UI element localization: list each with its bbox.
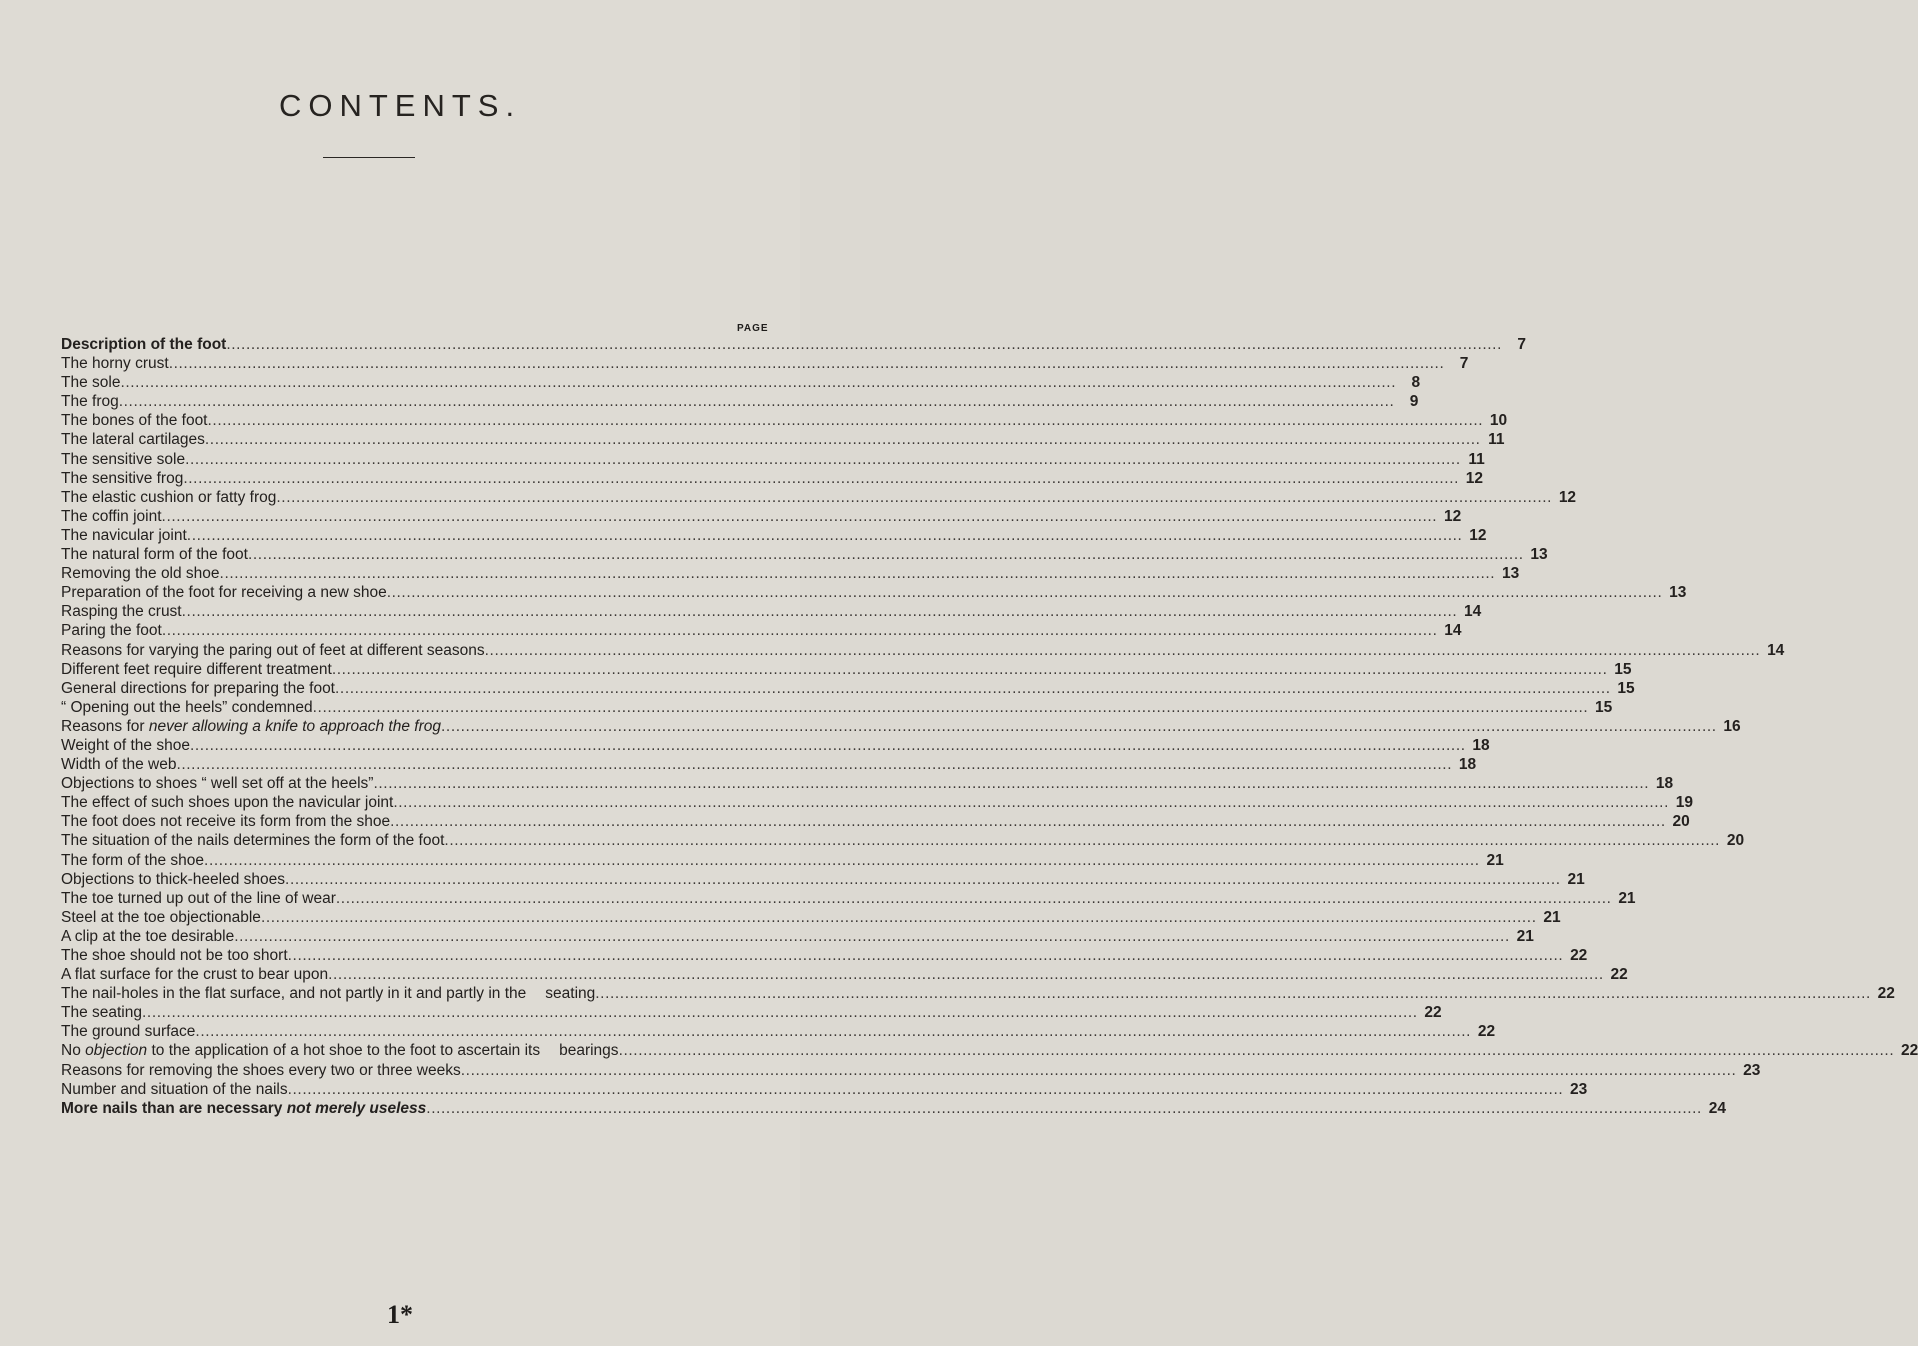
toc-page-number: 21 [1486, 851, 1504, 869]
toc-entry-title [61, 698, 313, 717]
toc-entry-title [61, 1061, 461, 1080]
toc-page-number: 12 [1443, 507, 1462, 525]
toc-entry-title [61, 851, 204, 870]
leader-dots: .................................................................................................................................................................................................................................................................... [219, 565, 1496, 583]
toc-entry-title [61, 870, 285, 889]
leader-dots: .................................................................................................................................................................................................................................................................... [285, 870, 1561, 888]
toc-entry [61, 1022, 1496, 1041]
toc-entry-title [61, 602, 182, 621]
toc-page-number: 18 [1458, 756, 1477, 774]
toc-entry [61, 354, 1469, 373]
toc-entry-title [61, 488, 276, 507]
toc-entry-text: Objections to thick-heeled shoes [61, 870, 286, 888]
leader-dots: .................................................................................................................................................................................................................................................................... [183, 469, 1460, 487]
toc-entry-text: The ground surface [61, 1023, 196, 1041]
toc-entry [61, 564, 1520, 583]
toc-entry-text: The bones of the foot [61, 412, 208, 430]
toc-page-number: 21 [1618, 889, 1636, 907]
leader-dots: .................................................................................................................................................................................................................................................................... [426, 1099, 1702, 1117]
toc-page-number: 7 [1459, 355, 1469, 373]
toc-entry-title [61, 354, 169, 373]
leader-dots: .................................................................................................................................................................................................................................................................... [328, 966, 1604, 984]
toc-entry [61, 717, 1741, 736]
toc-page-number: 14 [1767, 641, 1785, 659]
toc-entry [61, 411, 1508, 430]
toc-page-number: 11 [1488, 431, 1505, 449]
leader-dots: .................................................................................................................................................................................................................................................................... [204, 851, 1480, 869]
toc-page-number: 12 [1469, 526, 1487, 544]
toc-entry-title [61, 717, 441, 736]
toc-entry-text: The elastic cushion or fatty frog [61, 488, 277, 506]
toc-entry-line2 [540, 1041, 1918, 1060]
toc-entry-title [61, 1022, 195, 1041]
toc-page-number: 24 [1708, 1099, 1726, 1117]
toc-entry-line1 [61, 984, 526, 1003]
toc-entry [61, 1099, 1726, 1118]
toc-page-number: 13 [1530, 546, 1548, 564]
toc-entry-text: Objections to shoes “ well set off at the heels” [61, 775, 374, 793]
toc-page-number: 12 [1465, 469, 1484, 487]
toc-page-number: 22 [1477, 1023, 1496, 1041]
toc-page-number: 22 [1900, 1042, 1918, 1060]
toc-page-number: 18 [1655, 775, 1674, 793]
toc-entry-text: Removing the old shoe [61, 565, 220, 583]
toc-entry-title [61, 774, 373, 793]
leader-dots: .................................................................................................................................................................................................................................................................... [189, 736, 1466, 754]
toc-page-number: 9 [1409, 393, 1419, 411]
toc-entry [61, 450, 1485, 469]
toc-entry-text: Number and situation of the nails [61, 1080, 288, 1098]
toc-entry [61, 469, 1484, 488]
toc-entry-text: Different feet require different treatment [61, 660, 332, 678]
toc-entry-title [61, 526, 187, 545]
toc-entry [61, 851, 1504, 870]
leader-dots: .................................................................................................................................................................................................................................................................... [373, 775, 1650, 793]
toc-entry [61, 984, 1895, 1003]
toc-entry-title [61, 736, 190, 755]
toc-entry-title [61, 450, 185, 469]
toc-entry-text: The shoe should not be too short [61, 947, 288, 964]
toc-entry [61, 335, 1526, 354]
leader-dots: .................................................................................................................................................................................................................................................................... [331, 660, 1608, 678]
toc-page-number: 7 [1517, 336, 1526, 353]
toc-entry-text: seating [545, 985, 596, 1003]
toc-entry [61, 602, 1482, 621]
leader-dots: .................................................................................................................................................................................................................................................................... [226, 336, 1502, 353]
toc-entry-text: Reasons for varying the paring out of feet at different seasons [61, 641, 485, 659]
toc-entry-text: The nail-holes in the flat surface, and not partly in it and partly in the [61, 985, 527, 1003]
leader-dots: .................................................................................................................................................................................................................................................................... [390, 813, 1666, 831]
toc-page-number: 10 [1489, 412, 1508, 430]
toc-entry [61, 812, 1690, 831]
toc-entry-title [61, 564, 220, 583]
toc-entry-title [61, 411, 208, 430]
toc-page-number: 16 [1723, 717, 1741, 735]
toc-entry-text: Weight of the shoe [61, 736, 190, 754]
toc-entry [61, 870, 1585, 889]
toc-entry-text: A clip at the toe desirable [61, 927, 235, 945]
toc-page-number: 20 [1672, 813, 1690, 831]
toc-entry-text: Paring the foot [61, 622, 162, 640]
toc-entry-text: Description of the foot [61, 336, 227, 353]
title-rule [323, 157, 415, 158]
toc-entry-line1 [61, 1041, 540, 1060]
leader-dots: .................................................................................................................................................................................................................................................................... [181, 603, 1458, 621]
toc-entry-title [61, 812, 390, 831]
leader-dots: .................................................................................................................................................................................................................................................................... [142, 1004, 1418, 1022]
toc-entry-title [61, 507, 162, 526]
toc-entry-title [61, 392, 119, 411]
toc-entry-title [61, 545, 248, 564]
toc-entry [61, 1080, 1588, 1099]
toc-entry [61, 430, 1505, 449]
toc-entry-text: A flat surface for the crust to bear upon [61, 966, 329, 984]
toc-entry-title [61, 889, 336, 908]
leader-dots: .................................................................................................................................................................................................................................................................... [161, 622, 1438, 640]
toc-entry-title [61, 641, 485, 660]
toc-entry [61, 908, 1561, 927]
toc-entry-title [61, 1099, 426, 1118]
toc-entry-text: The lateral cartilages [61, 431, 205, 449]
toc-entry-text: The form of the shoe [61, 851, 205, 869]
toc-entry [61, 641, 1785, 660]
toc-entry-text: The situation of the nails determines the form of the foot [61, 832, 445, 850]
toc-entry [61, 774, 1674, 793]
toc-page-number: 12 [1558, 488, 1577, 506]
toc-entry-text: More nails than are necessary [61, 1099, 287, 1117]
toc-entry-text: Reasons for removing the shoes every two or three weeks [61, 1061, 461, 1079]
leader-dots: .................................................................................................................................................................................................................................................................... [618, 1042, 1895, 1060]
toc-page-number: 14 [1444, 622, 1462, 640]
page-title: CONTENTS. [278, 88, 522, 123]
toc-entry [61, 889, 1636, 908]
toc-entry-text: “ Opening out the heels” condemned [61, 698, 313, 716]
toc-entry [61, 545, 1548, 564]
toc-entry-text: The sensitive frog [61, 469, 184, 487]
leader-dots: .................................................................................................................................................................................................................................................................... [335, 679, 1611, 697]
toc-page-number: 23 [1570, 1080, 1588, 1098]
leader-dots: .................................................................................................................................................................................................................................................................... [118, 393, 1395, 411]
toc-entry-title [61, 1003, 142, 1022]
toc-page-number: 22 [1610, 966, 1628, 984]
toc-entry-italic: not merely useless [286, 1099, 427, 1117]
leader-dots: .................................................................................................................................................................................................................................................................... [484, 641, 1761, 659]
toc-entry [61, 927, 1534, 946]
leader-dots: .................................................................................................................................................................................................................................................................... [460, 1061, 1737, 1079]
toc-page-number: 8 [1411, 374, 1421, 392]
toc-entry [61, 583, 1687, 602]
toc-entry-text: The horny crust [61, 355, 169, 373]
toc-page-number: 15 [1614, 660, 1632, 678]
toc-entry-text: The sensitive sole [61, 450, 186, 468]
toc-entry [61, 1003, 1442, 1022]
leader-dots: .................................................................................................................................................................................................................................................................... [312, 698, 1589, 716]
toc-entry-text: Reasons for [61, 717, 149, 735]
toc-entry-italic: never allowing a knife to approach the frog [148, 717, 441, 735]
toc-entry-text: The effect of such shoes upon the navicular joint [61, 794, 394, 812]
toc-entry [61, 488, 1577, 507]
toc-entry-text: The foot does not receive its form from the shoe [61, 813, 391, 831]
leader-dots: .................................................................................................................................................................................................................................................................... [168, 355, 1445, 373]
leader-dots: .................................................................................................................................................................................................................................................................... [287, 947, 1564, 964]
leader-dots: .................................................................................................................................................................................................................................................................... [276, 488, 1553, 506]
toc-entry [61, 679, 1635, 698]
toc-entry-text: to the application of a hot shoe to the foot to ascertain its [147, 1042, 541, 1060]
toc-entry-title [61, 831, 444, 850]
leader-dots: .................................................................................................................................................................................................................................................................... [260, 908, 1537, 926]
toc-page-number: 22 [1570, 947, 1588, 964]
leader-dots: .................................................................................................................................................................................................................................................................... [386, 584, 1663, 602]
toc-entry-title [61, 755, 176, 774]
leader-dots: .................................................................................................................................................................................................................................................................... [204, 431, 1481, 449]
toc-page-number: 22 [1424, 1004, 1442, 1022]
toc-entry [61, 736, 1490, 755]
toc-page-number: 15 [1595, 698, 1613, 716]
toc-entry [61, 755, 1477, 774]
toc-entry-text: The frog [61, 393, 119, 411]
toc-entry-title [61, 469, 183, 488]
toc-page-number: 15 [1617, 679, 1635, 697]
toc-entry [61, 1041, 1918, 1060]
toc-entry-title [61, 908, 261, 927]
toc-entry-title [61, 335, 226, 354]
toc-entry [61, 793, 1693, 812]
leader-dots: .................................................................................................................................................................................................................................................................... [335, 889, 1612, 907]
leader-dots: .................................................................................................................................................................................................................................................................... [441, 717, 1717, 735]
toc-entry [61, 946, 1588, 965]
leader-dots: .................................................................................................................................................................................................................................................................... [207, 412, 1484, 430]
toc-page-number: 23 [1743, 1061, 1761, 1079]
toc-entry-text: bearings [559, 1042, 619, 1060]
toc-entry [61, 373, 1421, 392]
leader-dots: .................................................................................................................................................................................................................................................................... [595, 985, 1871, 1003]
toc-entry-title [61, 373, 120, 392]
toc-entry-title [61, 621, 162, 640]
page-column-heading: PAGE [737, 323, 769, 334]
toc-entry [61, 698, 1613, 717]
table-of-contents [61, 335, 1918, 1118]
toc-entry-title [61, 965, 328, 984]
toc-page-number: 19 [1675, 794, 1693, 812]
toc-page-number: 20 [1726, 832, 1745, 850]
toc-page-number: 21 [1567, 870, 1585, 888]
toc-entry-text: The navicular joint [61, 526, 187, 544]
toc-entry-title [61, 679, 335, 698]
leader-dots: .................................................................................................................................................................................................................................................................... [161, 507, 1438, 525]
toc-page-number: 21 [1516, 927, 1534, 945]
signature-mark: 1* [387, 1300, 413, 1329]
toc-entry-title [61, 660, 332, 679]
toc-page-number: 13 [1669, 584, 1687, 602]
toc-page-number: 14 [1464, 603, 1482, 621]
toc-entry-text: No [61, 1042, 86, 1060]
leader-dots: .................................................................................................................................................................................................................................................................... [185, 450, 1461, 468]
toc-page-number: 11 [1468, 450, 1485, 468]
toc-entry-text: Steel at the toe objectionable [61, 908, 261, 926]
toc-entry [61, 507, 1462, 526]
leader-dots: .................................................................................................................................................................................................................................................................... [287, 1080, 1564, 1098]
toc-entry-italic: objection [85, 1042, 148, 1060]
leader-dots: .................................................................................................................................................................................................................................................................... [195, 1023, 1472, 1041]
toc-entry-title [61, 793, 393, 812]
toc-page-number: 18 [1472, 736, 1490, 754]
toc-entry-text: General directions for preparing the foot [61, 679, 335, 697]
leader-dots: .................................................................................................................................................................................................................................................................... [393, 794, 1669, 812]
toc-entry [61, 965, 1628, 984]
toc-entry [61, 1061, 1761, 1080]
toc-entry [61, 392, 1419, 411]
toc-entry-title [61, 927, 234, 946]
leader-dots: .................................................................................................................................................................................................................................................................... [120, 374, 1397, 392]
toc-entry-text: Rasping the crust [61, 603, 182, 621]
leader-dots: .................................................................................................................................................................................................................................................................... [186, 526, 1463, 544]
toc-entry [61, 621, 1462, 640]
toc-entry-title [61, 1080, 288, 1099]
toc-entry-text: The toe turned up out of the line of wear [61, 889, 336, 907]
toc-page-number: 21 [1543, 908, 1561, 926]
toc-entry-text: The sole [61, 374, 121, 392]
toc-page-number: 13 [1501, 565, 1520, 583]
toc-entry [61, 660, 1632, 679]
toc-entry [61, 831, 1745, 850]
toc-entry-text: The coffin joint [61, 507, 162, 525]
toc-entry [61, 526, 1487, 545]
leader-dots: .................................................................................................................................................................................................................................................................... [176, 756, 1453, 774]
leader-dots: .................................................................................................................................................................................................................................................................... [444, 832, 1721, 850]
toc-entry-title [61, 946, 288, 965]
leader-dots: .................................................................................................................................................................................................................................................................... [247, 546, 1524, 564]
toc-entry-text: Width of the web [61, 756, 177, 774]
toc-entry-text: The seating [61, 1004, 142, 1022]
toc-page-number: 22 [1877, 985, 1895, 1003]
leader-dots: .................................................................................................................................................................................................................................................................... [234, 927, 1510, 945]
toc-entry-text: Preparation of the foot for receiving a new shoe [61, 584, 387, 602]
toc-entry-title [61, 583, 387, 602]
toc-entry-title [61, 430, 205, 449]
toc-entry-text: The natural form of the foot [61, 546, 248, 564]
toc-entry-line2 [526, 984, 1895, 1003]
